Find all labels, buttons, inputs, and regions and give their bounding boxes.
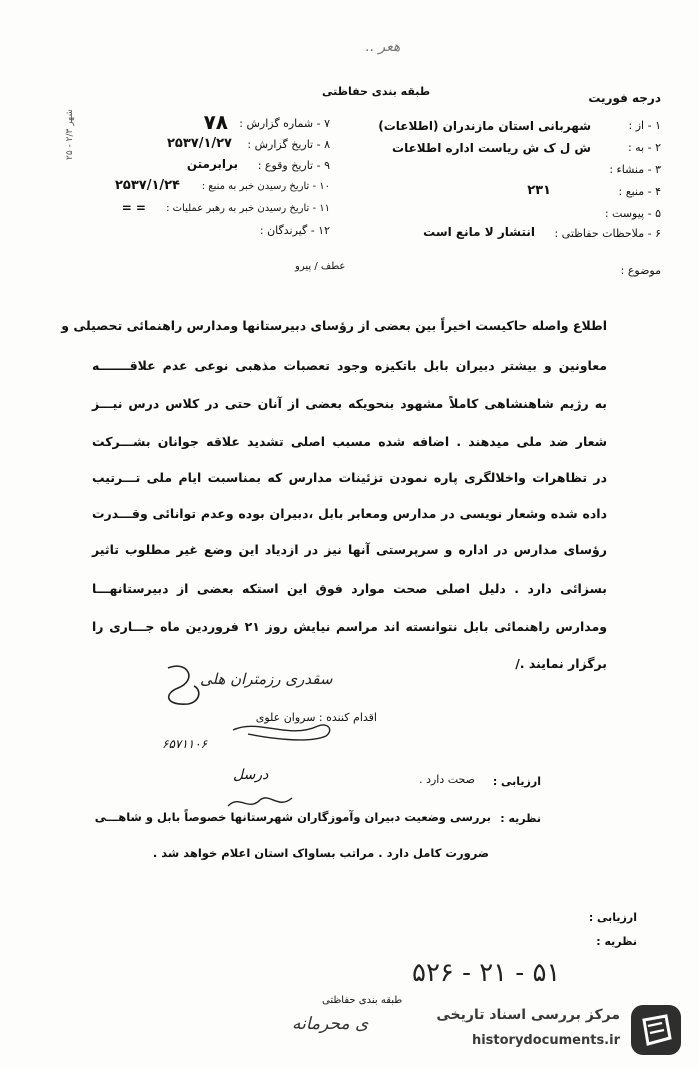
classification-label: طبقه بندی حفاظتی [322, 85, 431, 98]
footer-classification-label: طبقه بندی حفاظتی [322, 995, 403, 1006]
field-source-value: ۲۳۱ [527, 183, 551, 198]
watermark-url: historydocuments.ir [471, 1033, 620, 1048]
field-notes-value: انتشار لا مانع است [423, 225, 535, 239]
field-report-date-value: ۲۵۳۷/۱/۲۷ [166, 136, 232, 151]
watermark-logo-icon [630, 1004, 682, 1056]
field-event-date-value: برابرمتن [186, 157, 238, 171]
field-source-receipt-label: ۱۰ - تاریخ رسیدن خبر به منبع : [201, 181, 330, 192]
body-line-6: داده شده وشعار نویسی در مدارس ومعابر بابل ،دبیران بوده وعدم توانائی وقـــدرت [92, 506, 607, 521]
footer-handwriting: ی محرمانه [292, 1014, 369, 1034]
fields-left [90, 112, 330, 242]
body-line-5: در تظاهرات واخلالگری پاره نمودن تزئینات مدارس که بمناسبت ایام ملی تـــرتیب [92, 470, 607, 485]
evaluation-label: ارزیابی : [492, 775, 541, 788]
field-recipients-label: ۱۲ - گیرندگان : [259, 224, 330, 237]
watermark-title: مرکز بررسی اسناد تاریخی [436, 1007, 620, 1023]
watermark [432, 1002, 690, 1058]
action-label: اقدام کننده : سروان علوی [255, 711, 377, 724]
opinion-label: نظریه : [500, 812, 541, 825]
evaluation-handwriting: درسل [233, 767, 269, 783]
side-note: شهر ۲/۳ - ۲۵ [65, 109, 75, 160]
handwritten-number: ۶۵۷۱۱۰۶ [162, 737, 208, 751]
urgency-label: درجه فوریت [588, 91, 661, 105]
field-from-label: ۱ - از : [628, 119, 661, 132]
handwritten-note: سقدری رزمتران هلی [200, 670, 333, 688]
top-scribble: ه‍ع‍ر‍ .. [365, 39, 401, 55]
body-line-3: به رژیم شاهنشاهی کاملاً مشهود بنحویکه بعضی از آنان حتی در کلاس درس نیـــز [92, 396, 607, 411]
field-event-date-label: ۹ - تاریخ وقوع : [257, 159, 330, 172]
signature-scribble-1 [158, 660, 208, 710]
body-line-2: معاونین و بیشتر دبیران بابل باتکیزه وجود تعصبات مذهبی نوعی عدم علاقـــــــه [92, 358, 607, 373]
field-notes-label: ۶ - ملاحظات حفاظتی : [554, 227, 661, 240]
field-from-value: شهربانی استان مازندران (اطلاعات) [378, 119, 591, 133]
field-source-label: ۴ - منبع : [618, 185, 661, 198]
opinion-line-1: بررسی وضعیت دبیران وآموزگاران شهرستانها خصوصاً بابل و شاهـــی [94, 810, 491, 824]
body-line-10: برگزار نمایند ./ [515, 656, 607, 671]
body-line-8: بسزائی دارد . دلیل اصلی صحت موارد فوق این استکه بعضی از دبیرستانهـــا [92, 581, 607, 596]
field-source-receipt-value: ۲۵۳۷/۱/۲۴ [114, 178, 180, 193]
field-operations-receipt-value: = = [121, 201, 146, 215]
evaluation-value: صحت دارد . [419, 773, 475, 786]
subject-label: موضوع : [620, 264, 661, 277]
field-origin-label: ۳ - منشاء : [609, 163, 661, 176]
opinion2-label: نظریه : [596, 935, 637, 948]
field-to-label: ۲ - به : [627, 141, 661, 154]
signature-scribble-2 [228, 716, 338, 746]
reference-label: عطف / پیرو [295, 261, 346, 272]
body-line-9: ومدارس راهنمائی بابل نتوانسته اند مراسم نیایش روز ۲۱ فروردین ماه جـــاری را [92, 619, 607, 634]
body-line-7: رؤسای مدارس در اداره و سرپرستی آنها نیز در ازدیاد این وضع غیر مطلوب تاثیر [92, 542, 607, 557]
bottom-handwritten-number: ۵۲۶ - ۲۱ - ۵۱ [412, 958, 561, 988]
body-line-4: شعار ضد ملی میدهند . اضافه شده مسبب اصلی تشدید علاقه جوانان بشـــرکت [92, 434, 607, 449]
body-line-1: اطلاع واصله حاکیست اخیراً بین بعضی از رؤسای دبیرستانها ومدارس راهنمائی تحصیلی و [61, 318, 607, 333]
field-report-date-label: ۸ - تاریخ گزارش : [247, 138, 330, 151]
evaluation2-label: ارزیابی : [588, 911, 637, 924]
field-report-number-label: ۷ - شماره گزارش : [239, 117, 330, 130]
field-report-number-value: ۷۸ [203, 110, 228, 134]
opinion-line-2: ضرورت کامل دارد . مراتب بساواک استان اعلام خواهد شد . [152, 846, 489, 860]
field-to-value: ش ل ک ش ریاست اداره اطلاعات [392, 141, 591, 155]
field-operations-receipt-label: ۱۱ - تاریخ رسیدن خبر به رهبر عملیات : [166, 203, 330, 214]
field-attachment-label: ۵ - پیوست : [604, 207, 661, 220]
